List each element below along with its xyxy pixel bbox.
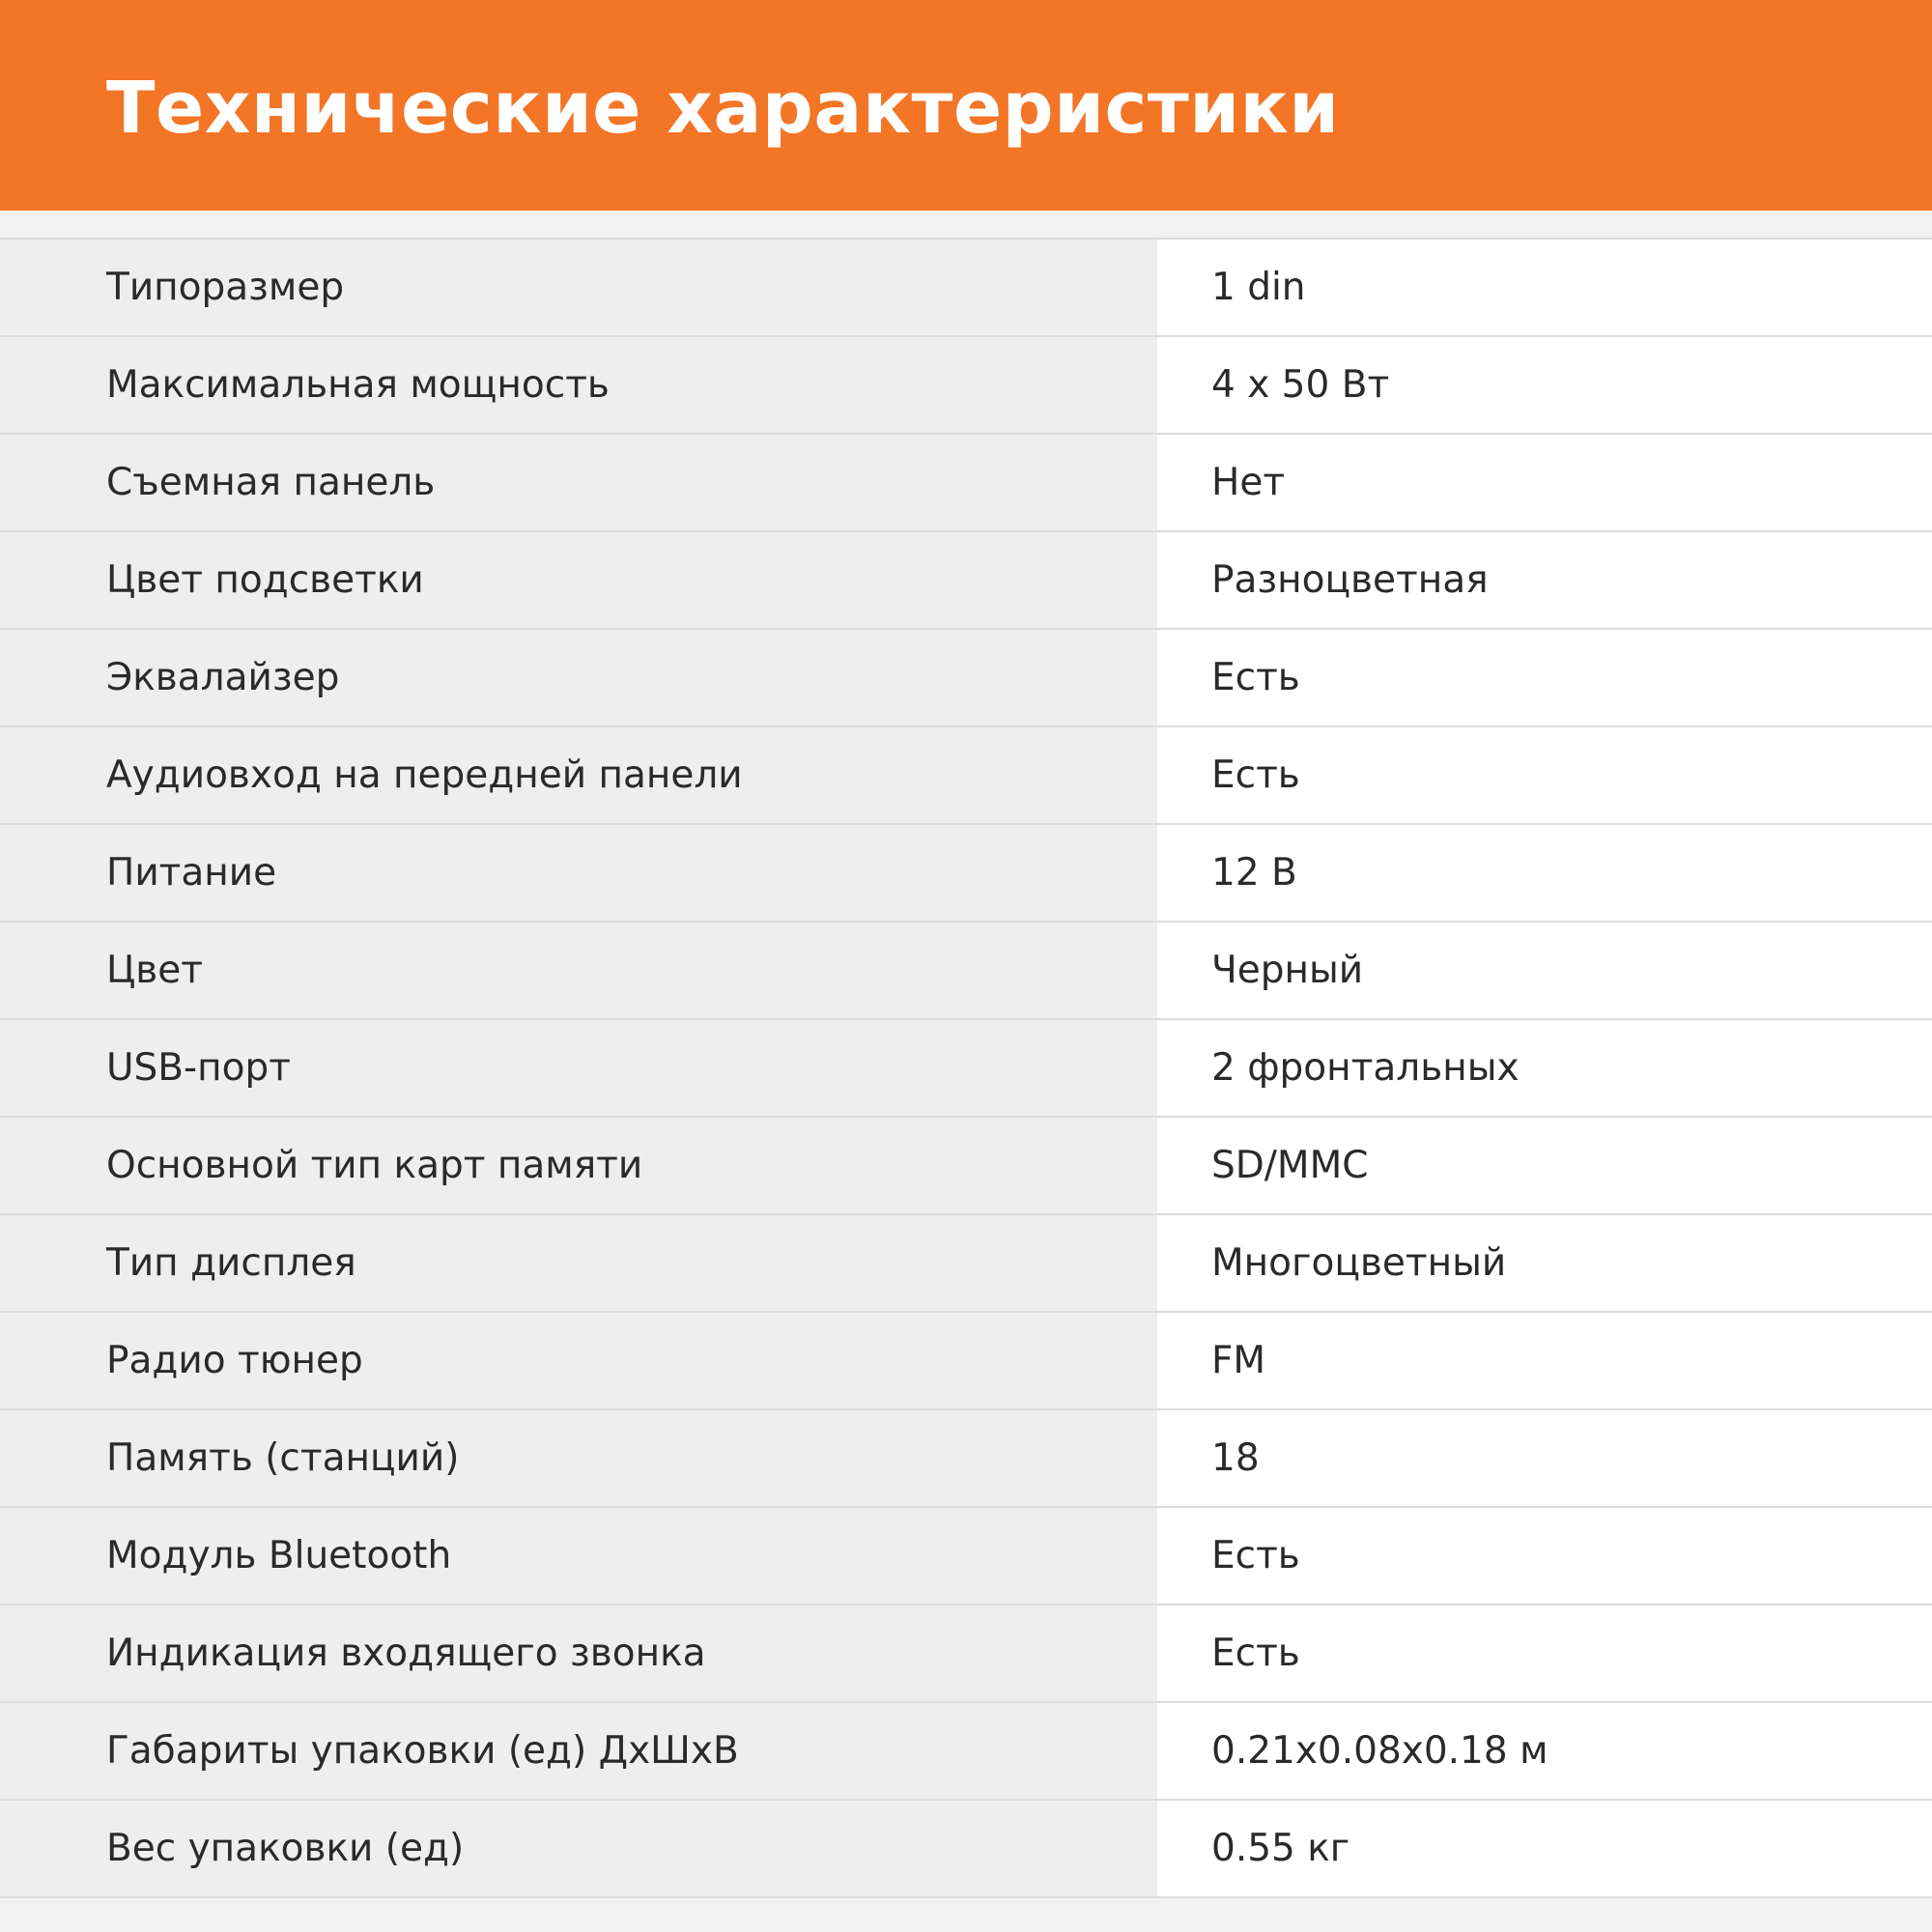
table-row — [0, 532, 1932, 630]
table-row — [0, 1605, 1932, 1703]
table-row — [0, 1313, 1932, 1410]
table-row — [0, 1801, 1932, 1898]
spec-value: 4 x 50 Вт — [1157, 337, 1932, 433]
spec-label: Питание — [0, 825, 1157, 921]
spec-label: Аудиовход на передней панели — [0, 727, 1157, 823]
spec-value: SD/MMC — [1157, 1118, 1932, 1213]
table-row — [0, 1118, 1932, 1215]
table-row — [0, 825, 1932, 923]
table-row — [0, 1215, 1932, 1313]
table-row — [0, 630, 1932, 727]
header-banner — [0, 0, 1932, 211]
page-title: Технические характеристики — [106, 67, 1340, 150]
spec-label: Цвет — [0, 923, 1157, 1018]
spec-label: Типоразмер — [0, 240, 1157, 335]
spec-value: Нет — [1157, 435, 1932, 530]
spec-value: 0.21x0.08x0.18 м — [1157, 1703, 1932, 1799]
table-row — [0, 1410, 1932, 1508]
spec-value: Разноцветная — [1157, 532, 1932, 628]
table-row — [0, 727, 1932, 825]
spec-label: Память (станций) — [0, 1410, 1157, 1506]
spec-label: Вес упаковки (ед) — [0, 1801, 1157, 1896]
header-gap — [0, 211, 1932, 238]
spec-label: USB-порт — [0, 1020, 1157, 1116]
spec-label: Эквалайзер — [0, 630, 1157, 725]
spec-label: Индикация входящего звонка — [0, 1605, 1157, 1701]
table-row — [0, 240, 1932, 337]
table-row — [0, 337, 1932, 435]
spec-value: Черный — [1157, 923, 1932, 1018]
spec-value: Есть — [1157, 630, 1932, 725]
table-row — [0, 1703, 1932, 1801]
spec-value: Есть — [1157, 1605, 1932, 1701]
spec-label: Съемная панель — [0, 435, 1157, 530]
spec-value: 12 В — [1157, 825, 1932, 921]
spec-value: Многоцветный — [1157, 1215, 1932, 1311]
spec-label: Радио тюнер — [0, 1313, 1157, 1408]
table-row — [0, 1020, 1932, 1118]
table-row — [0, 435, 1932, 532]
spec-label: Основной тип карт памяти — [0, 1118, 1157, 1213]
table-row — [0, 1508, 1932, 1605]
spec-value: 2 фронтальных — [1157, 1020, 1932, 1116]
spec-label: Модуль Bluetooth — [0, 1508, 1157, 1604]
spec-value: 18 — [1157, 1410, 1932, 1506]
spec-value: 1 din — [1157, 240, 1932, 335]
table-row — [0, 923, 1932, 1020]
spec-value: Есть — [1157, 1508, 1932, 1604]
spec-value: Есть — [1157, 727, 1932, 823]
specs-table — [0, 238, 1932, 1898]
spec-label: Габариты упаковки (ед) ДхШхВ — [0, 1703, 1157, 1799]
spec-label: Цвет подсветки — [0, 532, 1157, 628]
spec-value: FM — [1157, 1313, 1932, 1408]
spec-value: 0.55 кг — [1157, 1801, 1932, 1896]
spec-label: Тип дисплея — [0, 1215, 1157, 1311]
spec-label: Максимальная мощность — [0, 337, 1157, 433]
